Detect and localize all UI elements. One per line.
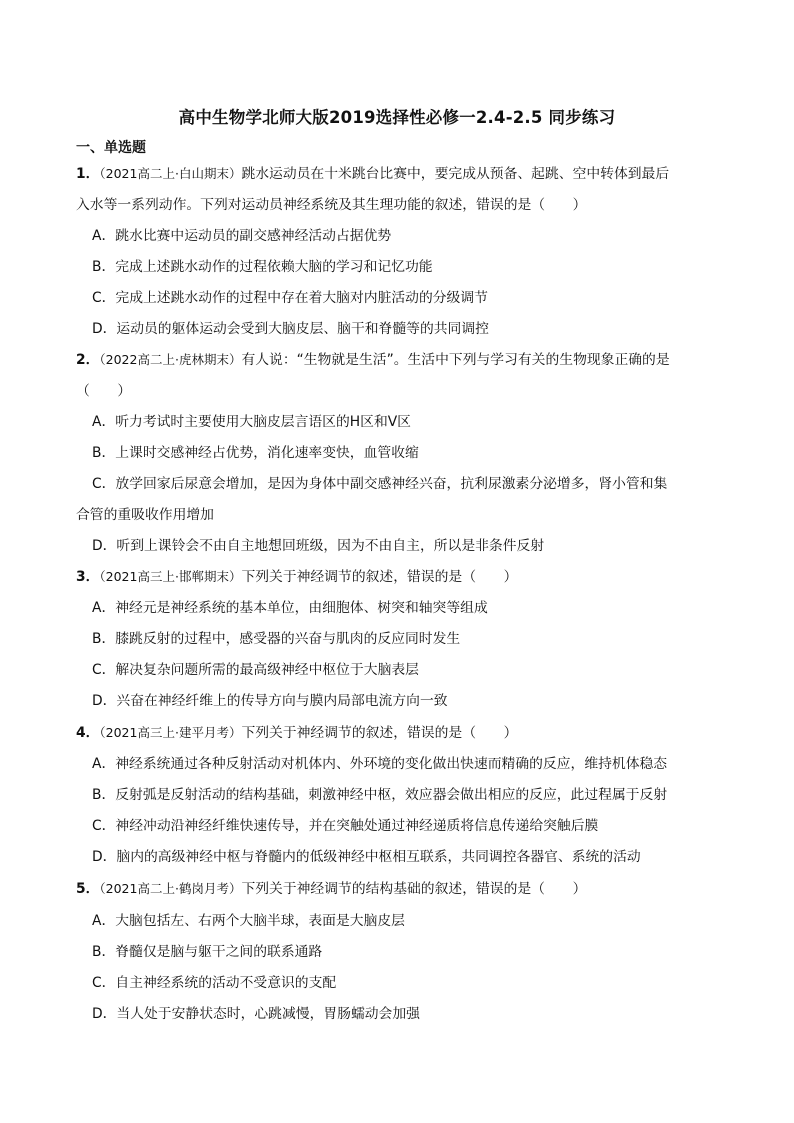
question-text: 跳水运动员在十米跳台比赛中，要完成从预备、起跳、空中转体到最后 bbox=[241, 166, 670, 182]
question-2-stem-line2: （ ） bbox=[76, 383, 132, 399]
question-number: 3． bbox=[76, 569, 100, 585]
question-2-stem bbox=[76, 350, 670, 370]
question-5-option-a: A．大脑包括左、右两个大脑半球，表面是大脑皮层 bbox=[92, 913, 405, 929]
question-2-option-c: C．放学回家后尿意会增加，是因为身体中副交感神经兴奋，抗利尿激素分泌增多，肾小管和集 bbox=[92, 476, 668, 492]
question-2-option-c-cont: 合管的重吸收作用增加 bbox=[76, 507, 214, 523]
question-3-option-b: B．膝跳反射的过程中，感受器的兴奋与肌肉的反应同时发生 bbox=[92, 631, 461, 647]
question-1-stem bbox=[76, 164, 669, 184]
question-source: （2021高二上·白山期末） bbox=[99, 166, 242, 181]
question-2-option-d: D．听到上课铃会不由自主地想回班级，因为不由自主，所以是非条件反射 bbox=[92, 538, 545, 554]
question-2-option-b: B．上课时交感神经占优势，消化速率变快，血管收缩 bbox=[92, 445, 419, 461]
question-3-option-d: D．兴奋在神经纤维上的传导方向与膜内局部电流方向一致 bbox=[92, 693, 448, 709]
question-number: 2． bbox=[76, 352, 100, 368]
question-1-option-b: B．完成上述跳水动作的过程依赖大脑的学习和记忆功能 bbox=[92, 259, 433, 275]
question-4-option-d: D．脑内的高级神经中枢与脊髓内的低级神经中枢相互联系，共同调控各器官、系统的活动 bbox=[92, 849, 641, 865]
section-heading: 一、单选题 bbox=[76, 140, 146, 156]
question-1-option-a: A．跳水比赛中运动员的副交感神经活动占据优势 bbox=[92, 228, 392, 244]
document-title: 高中生物学北师大版2019选择性必修一2.4-2.5 同步练习 bbox=[178, 108, 616, 127]
question-3-option-a: A．神经元是神经系统的基本单位，由细胞体、树突和轴突等组成 bbox=[92, 600, 488, 616]
question-4-stem bbox=[76, 723, 517, 743]
question-5-option-b: B．脊髓仅是脑与躯干之间的联系通路 bbox=[92, 944, 323, 960]
question-1-stem-line2: 入水等一系列动作。下列对运动员神经系统及其生理功能的叙述，错误的是（ ） bbox=[76, 197, 587, 213]
question-number: 1． bbox=[76, 166, 100, 182]
question-1-option-c: C．完成上述跳水动作的过程中存在着大脑对内脏活动的分级调节 bbox=[92, 290, 488, 306]
question-source: （2021高三上·建平月考） bbox=[99, 725, 242, 740]
question-4-option-b: B．反射弧是反射活动的结构基础，刺激神经中枢，效应器会做出相应的反应，此过程属于反射 bbox=[92, 787, 668, 803]
question-source: （2021高二上·鹤岗月考） bbox=[99, 881, 242, 896]
question-source: （2021高三上·邯郸期末） bbox=[99, 569, 242, 584]
question-5-stem bbox=[76, 879, 586, 899]
question-3-option-c: C．解决复杂问题所需的最高级神经中枢位于大脑表层 bbox=[92, 662, 419, 678]
question-3-stem bbox=[76, 567, 517, 587]
question-text: 下列关于神经调节的叙述，错误的是（ ） bbox=[241, 725, 518, 741]
question-source: （2022高二上·虎林期末） bbox=[99, 352, 242, 367]
question-4-option-a: A．神经系统通过各种反射活动对机体内、外环境的变化做出快速而精确的反应，维持机体稳态 bbox=[92, 756, 668, 772]
question-1-option-d: D．运动员的躯体运动会受到大脑皮层、脑干和脊髓等的共同调控 bbox=[92, 321, 489, 337]
question-number: 5． bbox=[76, 881, 100, 897]
question-text: 下列关于神经调节的叙述，错误的是（ ） bbox=[241, 569, 518, 585]
question-5-option-c: C．自主神经系统的活动不受意识的支配 bbox=[92, 975, 337, 991]
question-5-option-d: D．当人处于安静状态时，心跳减慢，胃肠蠕动会加强 bbox=[92, 1006, 420, 1022]
question-2-option-a: A．听力考试时主要使用大脑皮层言语区的H区和V区 bbox=[92, 414, 411, 430]
question-text: 下列关于神经调节的结构基础的叙述，错误的是（ ） bbox=[241, 881, 587, 897]
question-text: 有人说：“生物就是生活”。生活中下列与学习有关的生物现象正确的是 bbox=[241, 352, 670, 368]
question-4-option-c: C．神经冲动沿神经纤维快速传导，并在突触处通过神经递质将信息传递给突触后膜 bbox=[92, 818, 599, 834]
question-number: 4． bbox=[76, 725, 100, 741]
